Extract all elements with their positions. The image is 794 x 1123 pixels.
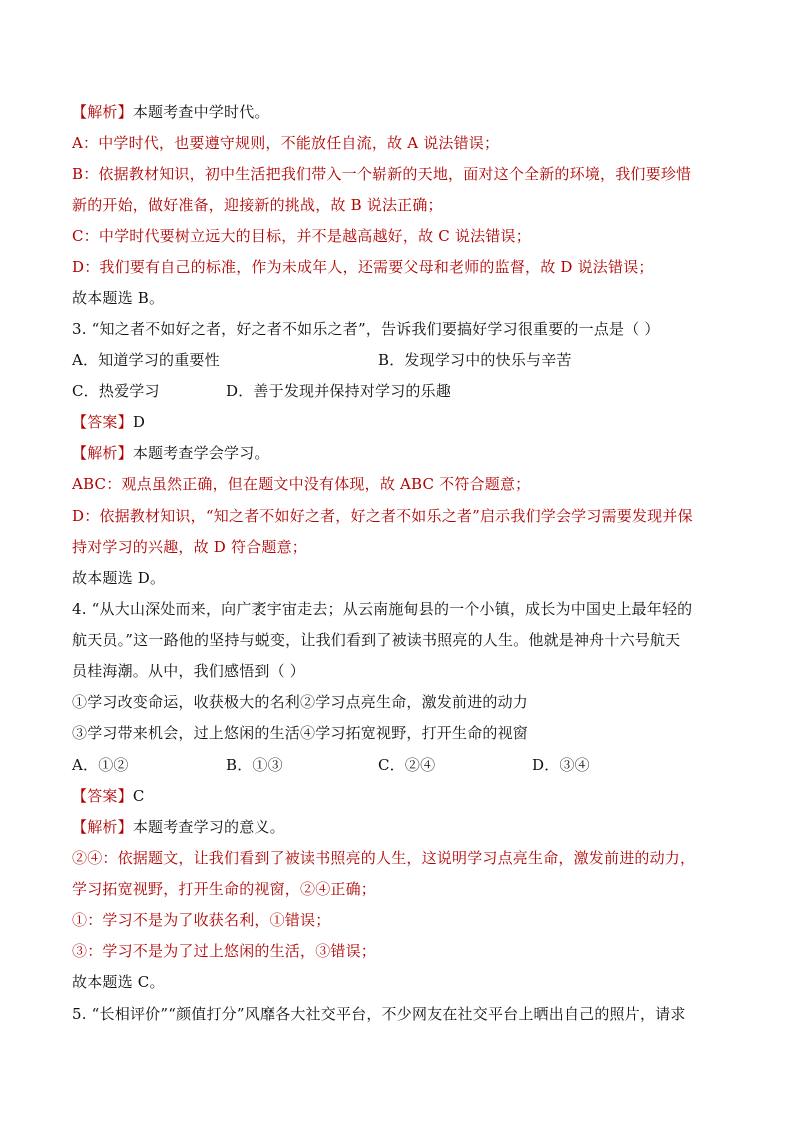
q2-conclusion: 故本题选 B。 xyxy=(72,289,165,307)
q4-stem-line: 航天员。”这一路他的坚持与蜕变，让我们看到了被读书照亮的人生。他就是神舟十六号航天 xyxy=(72,631,681,649)
q4-option-b: B．①③ xyxy=(226,756,283,774)
q3-stem: 3. “知之者不如好之者，好之者不如乐之者”，告诉我们要搞好学习很重要的一点是（ ） xyxy=(72,320,660,338)
q2-explanation-line: D：我们要有自己的标准，作为未成年人，还需要父母和老师的监督，故 D 说法错误； xyxy=(72,258,654,276)
q2-explanation-line: B：依据教材知识，初中生活把我们带入一个崭新的天地，面对这个全新的环境，我们要珍惜 xyxy=(72,165,692,183)
q4-stem-line: 4. “从大山深处而来，向广袤宇宙走去；从云南施甸县的一个小镇，成长为中国史上最年轻的 xyxy=(72,600,693,618)
q4-statement: ③学习带来机会，过上悠闲的生活④学习拓宽视野，打开生命的视窗 xyxy=(72,724,529,742)
q3-conclusion: 故本题选 D。 xyxy=(72,569,166,587)
q4-stem-line: 员桂海潮。从中，我们感悟到（ ） xyxy=(72,662,305,680)
q5-stem-line: 5. “长相评价”“颜值打分”风靡各大社交平台，不少网友在社交平台上晒出自己的照片，请求 xyxy=(72,1005,686,1023)
q4-explanation-line: 学习拓宽视野，打开生命的视窗，②④正确； xyxy=(72,880,377,898)
q4-answer: 【答案】C xyxy=(72,787,145,805)
q2-explanation-line: A：中学时代，也要遵守规则，不能放任自流，故 A 说法错误； xyxy=(72,134,500,152)
q3-explanation-line: ABC：观点虽然正确，但在题文中没有体现，故 ABC 不符合题意； xyxy=(72,475,531,493)
q3-explanation-heading: 【解析】本题考查学会学习。 xyxy=(72,444,270,462)
q2-explanation-line: 新的开始，做好准备，迎接新的挑战，故 B 说法正确； xyxy=(72,196,443,214)
q4-explanation-line: ①：学习不是为了收获名利，①错误； xyxy=(72,911,331,929)
q4-explanation-line: ③：学习不是为了过上悠闲的生活，③错误； xyxy=(72,942,377,960)
q3-explanation-line: D：依据教材知识，“知之者不如好之者，好之者不如乐之者”启示我们学会学习需要发现并保 xyxy=(72,507,693,525)
q2-explanation-heading: 【解析】本题考查中学时代。 xyxy=(72,103,270,121)
q4-option-a: A．①② xyxy=(72,756,129,774)
q3-answer: 【答案】D xyxy=(72,413,146,431)
q4-conclusion: 故本题选 C。 xyxy=(72,973,165,991)
q3-option-b: B．发现学习中的快乐与辛苦 xyxy=(378,351,572,369)
q3-option-d: D．善于发现并保持对学习的乐趣 xyxy=(226,382,452,400)
q4-option-d: D．③④ xyxy=(532,756,590,774)
q4-explanation-line: ②④：依据题文，让我们看到了被读书照亮的人生，这说明学习点亮生命，激发前进的动力， xyxy=(72,849,696,867)
q2-explanation-line: C：中学时代要树立远大的目标，并不是越高越好，故 C 说法错误； xyxy=(72,227,531,245)
q4-statement: ①学习改变命运，收获极大的名利②学习点亮生命，激发前进的动力 xyxy=(72,693,529,711)
q4-explanation-heading: 【解析】本题考查学习的意义。 xyxy=(72,818,285,836)
q3-explanation-line: 持对学习的兴趣，故 D 符合题意； xyxy=(72,538,307,556)
q3-option-a: A．知道学习的重要性 xyxy=(72,351,220,369)
q4-option-c: C．②④ xyxy=(378,756,436,774)
q3-option-c: C．热爱学习 xyxy=(72,382,160,400)
